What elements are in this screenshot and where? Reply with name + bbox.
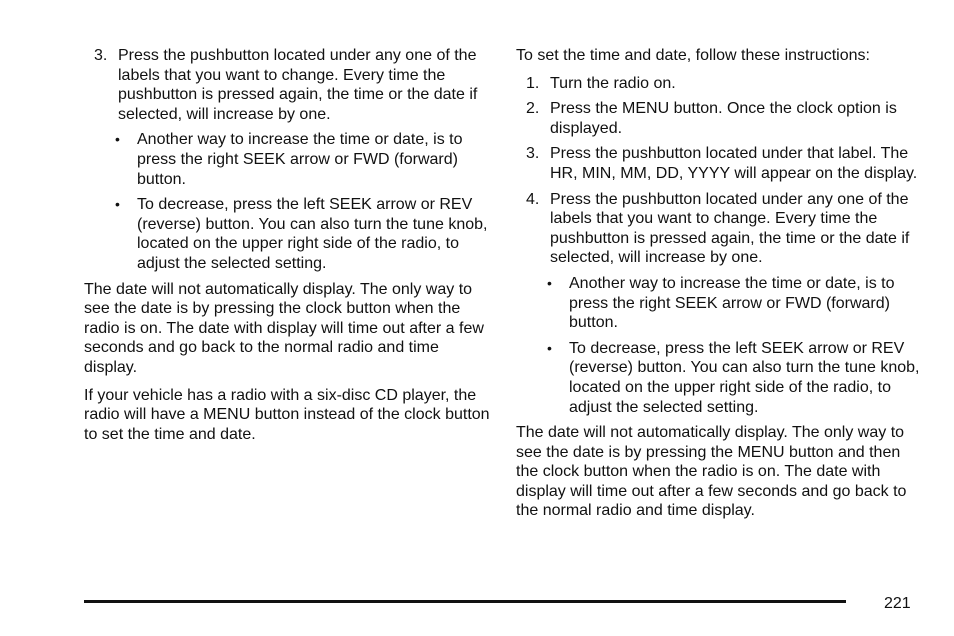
step-number: 2. (526, 100, 540, 118)
step-text: Press the pushbutton located under any one of the labels that you want to change. Every time the pushbutton is pressed again, the time or the date if selected, will increase by one. (118, 47, 478, 123)
bullet-icon: • (547, 339, 552, 356)
left-bullet-increase (84, 130, 494, 189)
bullet-text: Another way to increase the time or date, is to press the right SEEK arrow or FWD (forward) button. (569, 274, 895, 332)
footer-rule (84, 600, 846, 603)
bullet-icon: • (547, 274, 552, 291)
bullet-icon: • (115, 131, 120, 148)
right-lead-text: To set the time and date, follow these instructions: (516, 47, 870, 64)
step-number: 3. (526, 145, 540, 163)
page-number: 221 (884, 595, 911, 612)
right-bullet-decrease (516, 339, 926, 417)
step-text: Press the pushbutton located under any one of the labels that you want to change. Every time the pushbutton is pressed again, the time or the date if selected, will increase by one. (550, 190, 910, 267)
right-bullet-increase (516, 274, 926, 333)
left-bullet-decrease (84, 195, 494, 273)
right-step-3 (516, 144, 926, 183)
left-column (84, 46, 494, 452)
right-column (516, 46, 926, 529)
left-paragraph-date-display: The date will not automatically display. The only way to see the date is by pressing the clock button when the radio is on. The date with display will time out after a few seconds and go back to the normal radio and time display. (84, 280, 484, 376)
step-number: 3. (94, 47, 108, 64)
bullet-text: Another way to increase the time or date, is to press the right SEEK arrow or FWD (forward) button. (137, 131, 463, 188)
step-number: 1. (526, 74, 540, 92)
bullet-text: To decrease, press the left SEEK arrow or REV (reverse) button. You can also turn the tune knob, located on the upper right side of the radio, to adjust the selected setting. (137, 196, 488, 272)
right-step-1 (516, 74, 926, 94)
step-text: Press the MENU button. Once the clock option is displayed. (550, 100, 897, 137)
left-paragraph-six-disc: If your vehicle has a radio with a six-disc CD player, the radio will have a MENU button instead of the clock button to set the time and date. (84, 386, 490, 443)
right-step-2 (516, 99, 926, 138)
step-text: Press the pushbutton located under that label. The HR, MIN, MM, DD, YYYY will appear on the display. (550, 145, 918, 182)
right-paragraph-date-display: The date will not automatically display. The only way to see the date is by pressing the MENU button and then the clock button when the radio is on. The date with display will time out after a few seconds and go back to the normal radio and time display. (516, 424, 907, 520)
bullet-text: To decrease, press the left SEEK arrow or REV (reverse) button. You can also turn the tune knob, located on the upper right side of the radio, to adjust the selected setting. (569, 339, 920, 416)
left-step-3 (84, 46, 494, 124)
step-number: 4. (526, 190, 540, 208)
bullet-icon: • (115, 196, 120, 213)
step-text: Turn the radio on. (550, 74, 676, 92)
right-step-4 (516, 190, 926, 268)
